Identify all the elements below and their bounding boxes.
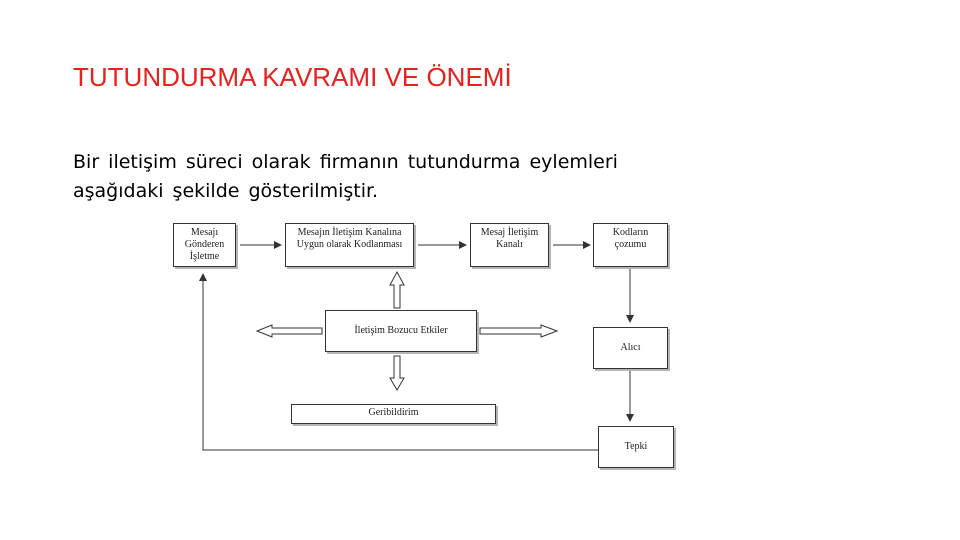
paragraph-line-2: aşağıdaki şekilde gösterilmiştir. [73,180,379,202]
channel-box: Mesaj İletişim Kanalı [470,223,549,267]
receiver-box: Alıcı [593,327,668,369]
response-box: Tepki [598,426,674,468]
paragraph-line-1: Bir iletişim süreci olarak firmanın tutundurma eylemleri [73,151,618,173]
hollow-arrow-up [390,272,404,308]
noise-box: İletişim Bozucu Etkiler [325,310,477,352]
hollow-arrow-left [257,325,322,337]
hollow-arrow-down [390,356,404,390]
slide-title: TUTUNDURMA KAVRAMI VE ÖNEMİ [73,62,512,92]
encoding-box: Mesajın İletişim Kanalına Uygun olarak Kodlanması [285,223,414,267]
hollow-arrow-right [480,325,557,337]
feedback-box: Geribildirim [291,404,496,424]
decoding-box: Kodların çozumu [593,223,668,267]
sender-box: Mesajı Gönderen İşletme [173,223,236,267]
